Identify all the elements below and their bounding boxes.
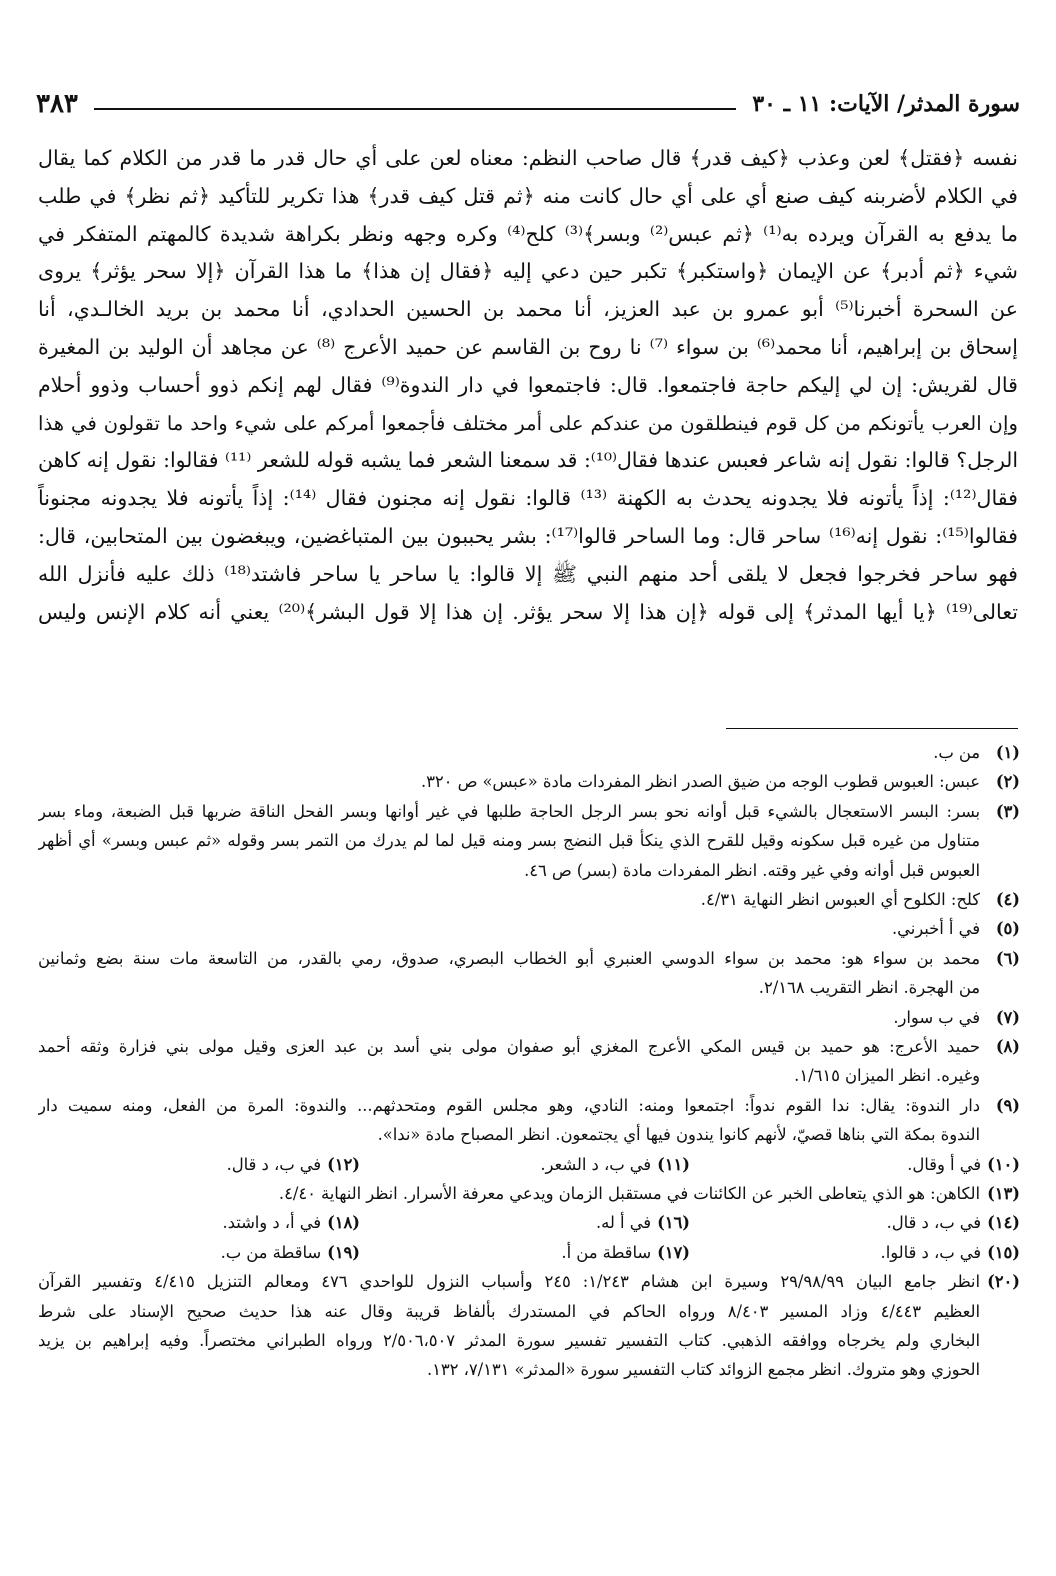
footnote-number: (٩) [995,1095,1020,1115]
footnote-15 [690,1238,1020,1267]
footnote-19 [38,1238,360,1267]
footnote-text: العظيم ٤/٤٤٣ وزاد المسير ٨/٤٠٣ ورواه الحاكم في المستدرك بألفاظ قريبة وقال عنه هذا حديث صحيح الإسناد على شرط [38,1301,980,1321]
footnote-text: دار الندوة: يقال: ندا القوم ندواً: اجتمعوا ومنه: النادي، وهو مجلس القوم ومتحدثهم... والندوة: المرة من الفعل، ومنه سميت دار [38,1095,980,1115]
footnote-text: ساقطة من أ. [561,1242,652,1262]
text-line: قال لقريش: إن لي إليكم حاجة فاجتمعوا. قال: فاجتمعوا في دار الندوة⁽⁹⁾ فقال لهم إنكم ذوو أحساب وذوو أحلام [38,372,1018,397]
text-line: فهو ساحر فخرجوا فجعل لا يلقى أحد منهم النبي ﷺ إلا قالوا: يا ساحر يا ساحر فاشتد⁽¹⁸⁾ ذلك عليه فأنزل الله [38,561,1018,586]
footnote-number: (١٤) [987,1213,1020,1233]
footnote-text: الكاهن: هو الذي يتعاطى الخبر عن الكائنات في مستقبل الزمان ويدعي معرفة الأسرار. انظر النهاية ٤/٤٠. [278,1184,980,1204]
footnote-number: (١٢) [327,1154,360,1174]
footnote-text: في ب، د قال. [886,1213,982,1233]
text-line: ما يدفع به القرآن ويرده به⁽¹⁾ ﴿ثم عبس⁽²⁾ وبسر﴾⁽³⁾ كلح⁽⁴⁾ وكره وجهه ونظر بكراهة شديدة كالمهتم المتفكر في [38,221,1018,246]
text-line: إسحاق بن إبراهيم، أنا محمد⁽⁶⁾ بن سواء ⁽⁷⁾ نا روح بن القاسم عن حميد الأعرج ⁽⁸⁾ عن مجاهد أن الوليد بن المغيرة [38,334,1018,359]
text-line: تعالى⁽¹⁹⁾ ﴿يا أيها المدثر﴾ إلى قوله ﴿إن هذا إلا سحر يؤثر. إن هذا إلا قول البشر﴾⁽²⁰⁾ يعني أنه كلام الإنس وليس [38,599,1018,624]
page-number: ٣٨٣ [36,89,78,119]
footnote-2 [38,767,1020,796]
footnote-text: في أ أخبرني. [892,919,980,939]
footnote-text: في ب، د قال. [226,1154,322,1174]
footnote-6 [38,944,1020,1003]
page-header [36,88,1020,120]
footnote-text: البخاري ولم يخرجاه ووافقه الذهبي. كتاب التفسير تفسير سورة المدثر ٢/٥٠٦،٥٠٧ ورواه الطبراني مختصراً. وفيه إبراهيم بن يزيد [38,1331,980,1351]
footnote-number: (١٣) [987,1184,1020,1204]
text-line: نفسه ﴿فقتل﴾ لعن وعذب ﴿كيف قدر﴾ قال صاحب النظم: معناه لعن على أي حال قدر ما قدر من الكلام كما يقال [38,146,1018,170]
main-text [38,140,1018,631]
footnote-16 [360,1208,690,1237]
footnote-3 [38,797,1020,885]
footnote-number: (١٩) [327,1242,360,1262]
footnote-1 [38,738,1020,767]
footnote-7 [38,1003,1020,1032]
footnote-text: من ب. [933,743,980,762]
footnote-11 [360,1150,690,1179]
footnote-text: في ب، د الشعر. [540,1154,652,1174]
footnote-row-14-18 [38,1208,1020,1237]
footnote-number: (٨) [995,1037,1020,1057]
text-line: الرجل؟ قالوا: نقول إنه شاعر فعبس عندها فقال⁽¹⁰⁾: قد سمعنا الشعر فما يشبه قوله للشعر ⁽¹¹⁾ فقالوا: نقول إنه كاهن [38,448,1018,473]
footnote-text: حميد الأعرج: هو حميد بن قيس المكي الأعرج المغزي أبو صفوان مولى بني أسد بن عبد العزى وقيل مولى بني فزارة وثقه أحمد [38,1037,980,1057]
text-line: وإن العرب يأتونكم من كل قوم فينطلقون من عندكم على أمر مختلف فأجمعوا أمركم على شيء واحد ما تقولون في هذا [38,411,1018,435]
footnote-text: عبس: العبوس قطوب الوجه من ضيق الصدر انظر المفردات مادة «عبس» ص ٣٢٠. [420,772,980,792]
footnote-number: (١٦) [657,1213,690,1233]
footnote-number: (١١) [657,1154,690,1174]
footnote-20 [38,1267,1020,1385]
footnote-text: وغيره. انظر الميزان ١/٦١٥. [794,1066,980,1086]
footnote-10 [690,1150,1020,1179]
footnote-14 [690,1208,1020,1237]
footnote-number: (٢) [995,772,1020,792]
footnote-text: العبوس قبل أوانه وفي غير وقته. انظر المفردات مادة (بسر) ص ٤٦. [524,860,980,880]
footnote-number: (١) [995,743,1020,762]
footnote-text: في أ وقال. [907,1154,982,1174]
footnote-row-10-12 [38,1150,1020,1179]
footnote-8 [38,1032,1020,1091]
footnote-number: (١٧) [657,1242,690,1262]
footnote-4 [38,885,1020,914]
footnote-number: (٥) [995,919,1020,939]
footnote-text: من الهجرة. انظر التقريب ٢/١٦٨. [758,978,980,998]
footnote-number: (١٨) [327,1213,360,1233]
text-line: عن السحرة أخبرنا⁽⁵⁾ أبو عمرو بن عبد العزيز، أنا محمد بن الحسين الحدادي، أنا محمد بن بريد الخالـدي، أنا [38,297,1018,322]
footnote-text: في ب، د قالوا. [880,1242,982,1262]
footnote-text: الندوة بمكة التي بناها قصيّ، لأنهم كانوا يندون فيها أي يجتمعون. انظر المصباح مادة «ندا». [377,1125,980,1145]
footnote-number: (٤) [995,890,1020,910]
footnote-text: في ب سوار. [893,1007,980,1027]
footnote-separator [726,728,1018,729]
footnote-number: (١٥) [987,1242,1020,1262]
footnote-text: محمد بن سواء هو: محمد بن سواء الدوسي العنبري أبو الخطاب البصري، صدوق، رمي بالقدر، من التاسعة مات سنة بضع وثمانين [38,948,980,968]
text-line: فقالوا⁽¹⁵⁾: نقول إنه⁽¹⁶⁾ ساحر قال: وما الساحر قالوا⁽¹⁷⁾: بشر يحببون بين المتباغضين، ويبغضون بين المتحابين، قال: [38,523,1018,548]
footnote-text: في أ له. [595,1213,652,1233]
footnote-9 [38,1091,1020,1150]
footnote-text: متناول من غيره قبل سكونه وقيل للقرح الذي ينكأ قبل النضج بسر ومنه قيل لما لم يدرك من التمر بسر وقوله «ثم عبس وبسر» أي أظهر [38,831,980,851]
header-rule [94,108,736,110]
footnote-18 [38,1208,360,1237]
running-title: سورة المدثر/ الآيات: ١١ ـ ٣٠ [752,91,1020,117]
footnote-text: انظر جامع البيان ٢٩/٩٨/٩٩ وسيرة ابن هشام ١/٢٤٣: ٢٤٥ وأسباب النزول للواحدي ٤٧٦ ومعالم التنزيل ٤/٤١٥ وتفسير القرآن [38,1272,980,1292]
text-line: في الكلام لأضربنه كيف صنع أي على أي حال كانت منه ﴿ثم قتل كيف قدر﴾ هذا تكرير للتأكيد ﴿ثم نظر﴾ في طلب [38,183,1018,208]
text-line: فقال⁽¹²⁾: إذاً يأتونه فلا يجدونه يحدث به الكهنة ⁽¹³⁾ قالوا: نقول إنه مجنون فقال ⁽¹⁴⁾: إذاً يأتونه فلا يجدونه مجنوناً [38,486,1018,511]
footnote-text: الحوزي وهو متروك. انظر مجمع الزوائد كتاب التفسير سورة «المدثر» ٧/١٣١، ١٣٢. [426,1360,980,1380]
footnote-number: (٣) [995,801,1020,821]
footnote-12 [38,1150,360,1179]
footnote-text: ساقطة من ب. [220,1242,322,1262]
footnote-number: (١٠) [987,1154,1020,1174]
footnotes [38,738,1020,1385]
footnote-text: بسر: البسر الاستعجال بالشيء قبل أوانه نحو بسر الرجل الحاجة طلبها في غير أوانها وبسر الفحل الناقة ضربها قبل الضبعة، وماء بسر [38,801,980,821]
footnote-text: في أ، د واشتد. [222,1213,322,1233]
footnote-number: (٦) [995,948,1020,968]
footnote-5 [38,914,1020,943]
text-line: شيء ﴿ثم أدبر﴾ عن الإيمان ﴿واستكبر﴾ تكبر حين دعي إليه ﴿فقال إن هذا﴾ ما هذا القرآن ﴿إلا سحر يؤثر﴾ يروى [38,259,1018,284]
footnote-row-15-19 [38,1238,1020,1267]
footnote-13 [38,1179,1020,1208]
footnote-number: (٧) [995,1007,1020,1027]
footnote-17 [360,1238,690,1267]
footnote-number: (٢٠) [987,1272,1020,1292]
footnote-text: كلح: الكلوح أي العبوس انظر النهاية ٤/٣١. [700,890,980,910]
